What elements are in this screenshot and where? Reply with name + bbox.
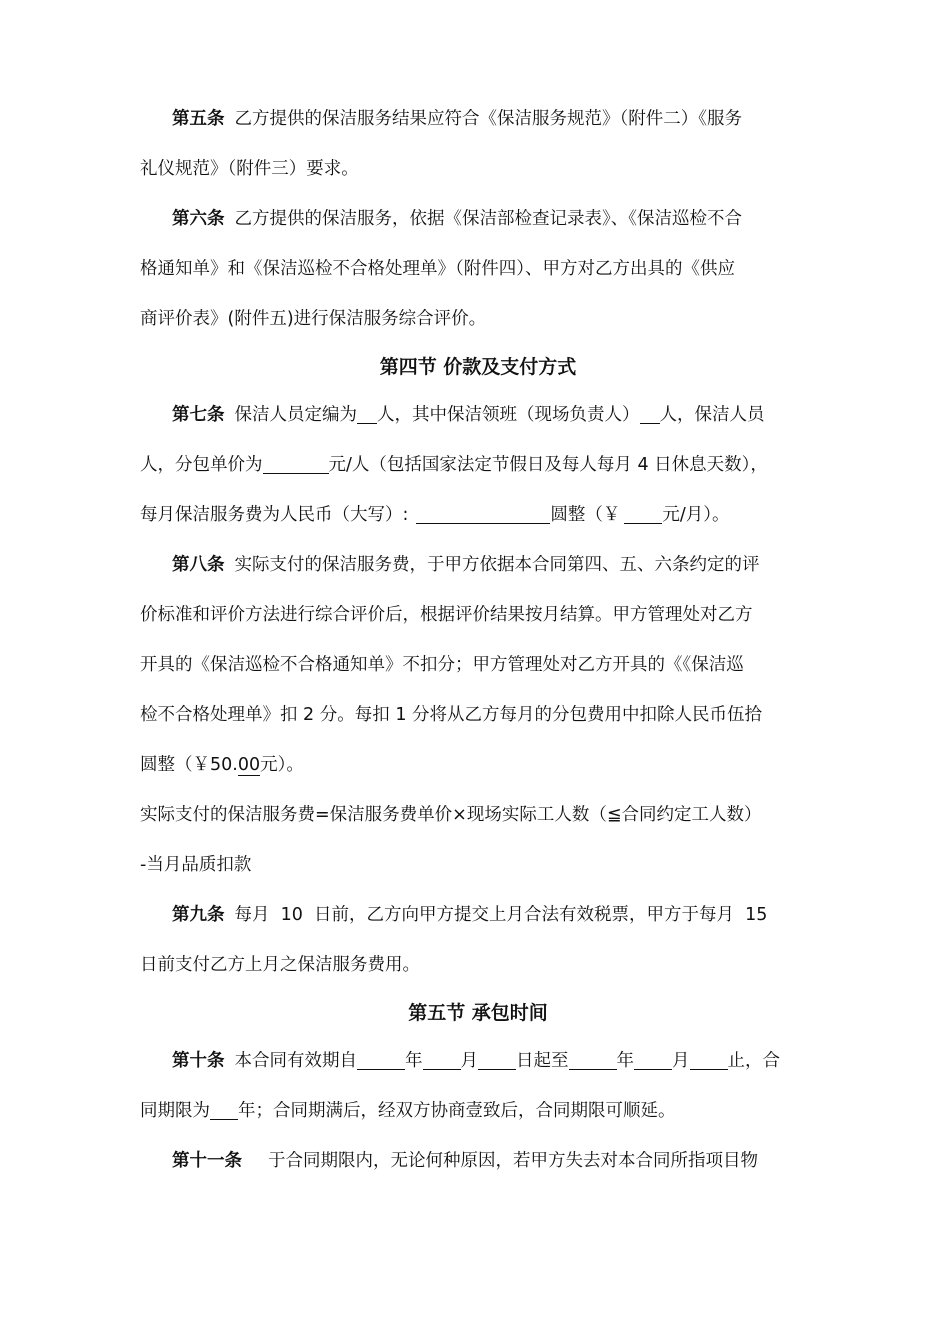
leader-count-text: 人，其中保洁领班（现场负责人） xyxy=(377,405,640,425)
monthly-fee-unit: 元/月）。 xyxy=(662,505,730,525)
start-year-label: 年 xyxy=(405,1051,423,1071)
end-month-blank[interactable] xyxy=(634,1049,672,1070)
term-renewal-text: 年；合同期满后，经双方协商壹致后，合同期限可顺延。 xyxy=(238,1101,676,1121)
formula-line-2: -当月品质扣款 xyxy=(140,855,252,875)
unit-price-blank[interactable] xyxy=(263,453,329,474)
leader-count-blank[interactable] xyxy=(640,403,660,424)
article-10-line-2 xyxy=(140,1086,816,1136)
section-4-heading: 第四节 价款及支付方式 xyxy=(379,356,577,378)
article-10-line-1 xyxy=(140,1036,816,1086)
end-month-label: 月 xyxy=(672,1051,690,1071)
section-5-heading: 第五节 承包时间 xyxy=(408,1002,548,1024)
article-7-line-1 xyxy=(140,390,816,440)
term-length-blank[interactable] xyxy=(210,1099,238,1120)
formula-line-1: 实际支付的保洁服务费=保洁服务费单价×现场实际工人数（≦合同约定工人数） xyxy=(140,805,762,825)
start-month-label: 月 xyxy=(460,1051,478,1071)
monthly-fee-number-blank[interactable] xyxy=(624,503,662,524)
deduction-amount-cents: 00 xyxy=(237,755,261,775)
term-end-text: 止，合 xyxy=(727,1051,780,1071)
article-11-label: 第十一条 xyxy=(172,1151,242,1171)
article-5-line-1 xyxy=(140,94,816,144)
article-6-label: 第六条 xyxy=(172,209,225,229)
term-length-text: 同期限为 xyxy=(140,1101,210,1121)
cleaner-count-text: 人，保洁人员 xyxy=(659,405,765,425)
article-7-label: 第七条 xyxy=(172,405,225,425)
term-start-text: 本合同有效期自 xyxy=(234,1051,357,1071)
article-6-line-1 xyxy=(140,194,816,244)
article-8-line-5 xyxy=(140,740,816,790)
unit-price-note: 元/人（包括国家法定节假日及每人每月 4 日休息天数）， xyxy=(328,455,768,475)
staff-quota-text: 保洁人员定编为 xyxy=(234,405,357,425)
article-6-text: 乙方提供的保洁服务，依据《保洁部检查记录表》、《保洁巡检不合 xyxy=(234,209,742,229)
deduction-amount-unit: 元）。 xyxy=(260,755,304,775)
start-month-blank[interactable] xyxy=(423,1049,461,1070)
article-8-line-3: 开具的《保洁巡检不合格通知单》不扣分；甲方管理处对乙方开具的《《保洁巡 xyxy=(140,655,744,675)
article-9-line-2: 日前支付乙方上月之保洁服务费用。 xyxy=(140,955,420,975)
article-8-label: 第八条 xyxy=(172,555,225,575)
article-6-line-3: 商评价表》(附件五)进行保洁服务综合评价。 xyxy=(140,309,487,329)
article-9-text: 每月 10 日前，乙方向甲方提交上月合法有效税票，甲方于每月 15 xyxy=(234,905,768,925)
article-8-line-1 xyxy=(140,540,816,590)
article-7-line-2 xyxy=(140,440,816,490)
monthly-fee-capital-blank[interactable] xyxy=(416,503,550,524)
monthly-fee-yuan-text: 圆整（￥ xyxy=(550,505,621,525)
article-9-label: 第九条 xyxy=(172,905,225,925)
deduction-amount-text: 圆整（￥50. xyxy=(140,755,238,775)
article-5-line-2: 礼仪规范》（附件三）要求。 xyxy=(140,159,359,179)
article-10-label: 第十条 xyxy=(172,1051,225,1071)
article-5-text: 乙方提供的保洁服务结果应符合《保洁服务规范》（附件二）《服务 xyxy=(234,109,742,129)
article-11-text: 于合同期限内，无论何种原因，若甲方失去对本合同所指项目物 xyxy=(268,1151,758,1171)
end-year-label: 年 xyxy=(616,1051,634,1071)
monthly-fee-text: 每月保洁服务费为人民币（大写）: xyxy=(140,505,409,525)
document-page xyxy=(140,94,816,1186)
start-day-label: 日起至 xyxy=(516,1051,569,1071)
article-5-label: 第五条 xyxy=(172,109,225,129)
article-8-text: 实际支付的保洁服务费，于甲方依据本合同第四、五、六条约定的评 xyxy=(234,555,760,575)
article-7-line-3 xyxy=(140,490,816,540)
article-8-line-2: 价标准和评价方法进行综合评价后，根据评价结果按月结算。甲方管理处对乙方 xyxy=(140,605,753,625)
start-day-blank[interactable] xyxy=(478,1049,516,1070)
article-11-line-1 xyxy=(140,1136,816,1186)
unit-price-text: 人，分包单价为 xyxy=(140,455,263,475)
start-year-blank[interactable] xyxy=(357,1049,405,1070)
staff-quota-blank[interactable] xyxy=(357,403,377,424)
end-year-blank[interactable] xyxy=(569,1049,617,1070)
article-8-line-4: 检不合格处理单》扣 2 分。每扣 1 分将从乙方每月的分包费用中扣除人民币伍拾 xyxy=(140,705,763,725)
article-6-line-2: 格通知单》和《保洁巡检不合格处理单》（附件四）、甲方对乙方出具的《供应 xyxy=(140,259,735,279)
article-9-line-1 xyxy=(140,890,816,940)
end-day-blank[interactable] xyxy=(690,1049,728,1070)
